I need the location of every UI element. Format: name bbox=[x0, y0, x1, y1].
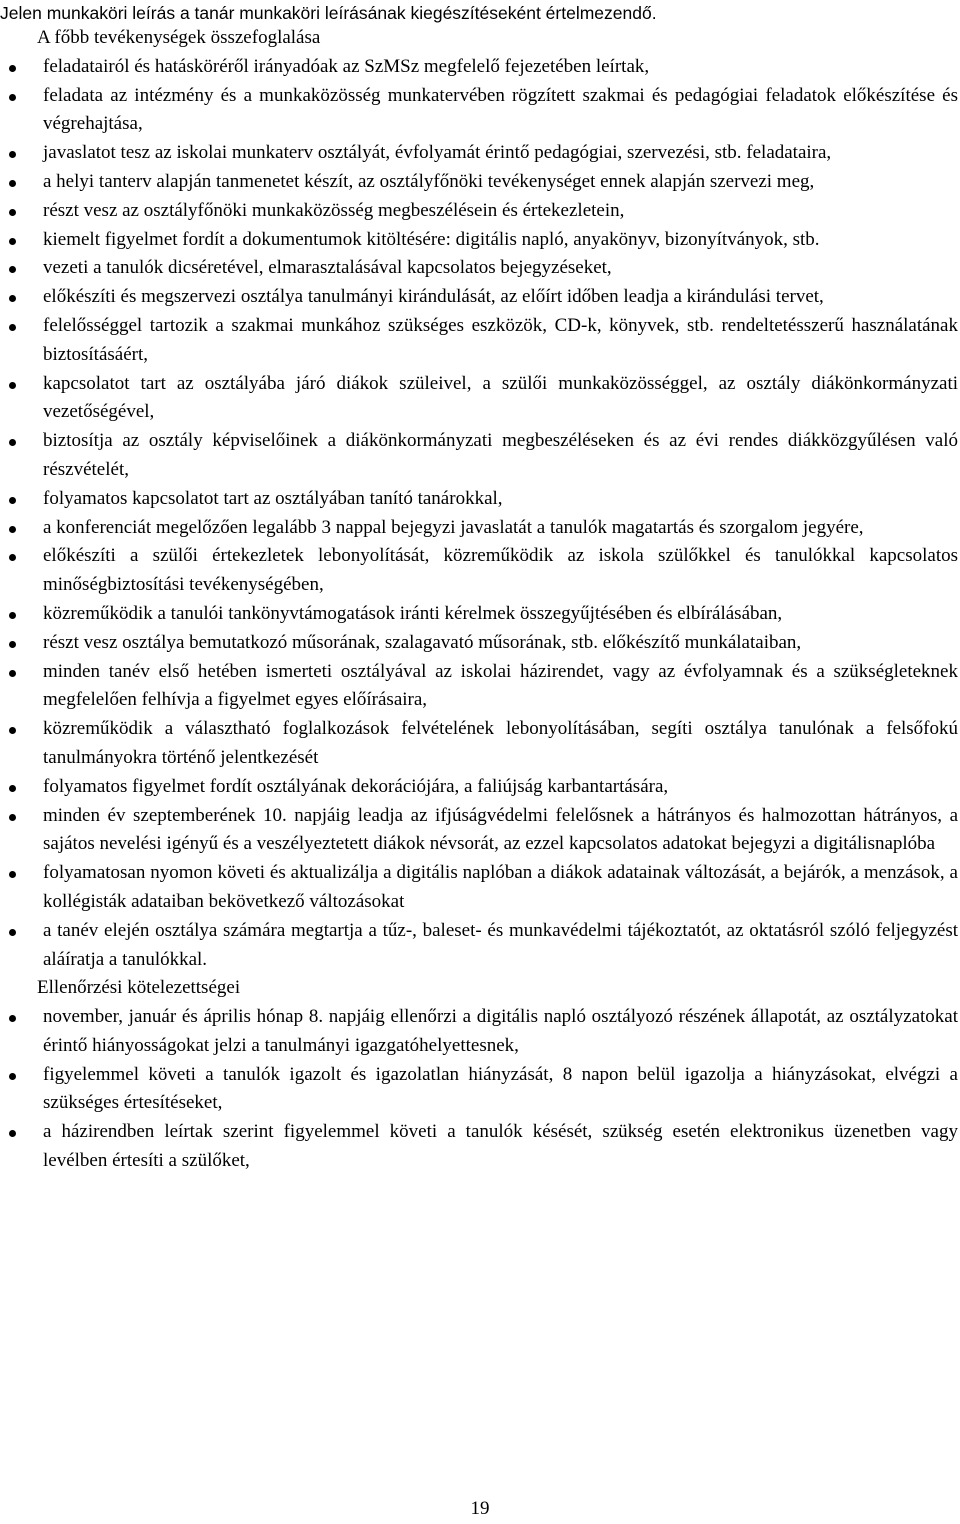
list-item-text: folyamatos kapcsolatot tart az osztályában tanító tanárokkal, bbox=[43, 487, 503, 509]
bullet-icon bbox=[9, 324, 16, 331]
list-item-text: a konferenciát megelőzően legalább 3 nappal bejegyzi javaslatát a tanulók magatartás és szorgalom jegyére, bbox=[43, 516, 864, 538]
list-item-text: a házirendben leírtak szerint figyelemmel követi a tanulók késését, szükség esetén elektronikus üzenetben vagy levélben értesíti a szülőket, bbox=[43, 1121, 958, 1172]
list-item-text: javaslatot tesz az iskolai munkaterv osztályát, évfolyamát érintő pedagógiai, szervezési, stb. feladataira, bbox=[43, 142, 832, 164]
list-item-text: minden év szeptemberének 10. napjáig leadja az ifjúságvédelmi felelősnek a hátrányos és halmozottan hátrányos, a sajátos nevelési igényű és a veszélyeztetett diákok névsorát, az ezzel kapcsolatos adatokat bejegyzi a digitálisnaplóba bbox=[43, 804, 958, 855]
list-item-text: november, január és április hónap 8. napjáig ellenőrzi a digitális napló osztályozó részének állapotát, az osztályzatokat érintő hiányosságokat jelzi a tanulmányi igazgatóhelyettesnek, bbox=[43, 1006, 958, 1056]
list-item bbox=[0, 197, 960, 226]
bullet-icon bbox=[9, 151, 16, 158]
list-item-text: kiemelt figyelmet fordít a dokumentumok kitöltésére: digitális napló, anyakönyv, bizonyítványok, stb. bbox=[43, 228, 820, 250]
list-item bbox=[0, 485, 960, 514]
list-item bbox=[0, 542, 960, 600]
document-body bbox=[0, 24, 960, 1176]
list-item-text: részt vesz az osztályfőnöki munkaközösség megbeszélésein és értekezletein, bbox=[43, 199, 625, 221]
bullet-icon bbox=[9, 382, 16, 389]
bullet-icon bbox=[9, 65, 16, 72]
bullet-icon bbox=[9, 526, 16, 533]
bullet-icon bbox=[9, 612, 16, 619]
bullet-icon bbox=[9, 1073, 16, 1080]
list-item bbox=[0, 427, 960, 485]
list-item bbox=[0, 629, 960, 658]
list-item-text: biztosítja az osztály képviselőinek a diákönkormányzati megbeszéléseken és az évi rendes diákközgyűlésen való részvételét, bbox=[43, 430, 958, 480]
list-item-text: feladatairól és hatásköréről irányadóak az SzMSz megfelelő fejezetében leírtak, bbox=[43, 55, 650, 77]
list-item bbox=[0, 802, 960, 860]
bullet-icon bbox=[9, 266, 16, 273]
list-item bbox=[0, 658, 960, 716]
list-item-text: figyelemmel követi a tanulók igazolt és igazolatlan hiányzását, 8 napon belül igazolja a hiányzásokat, elvégzi a szükséges értesítéseket, bbox=[43, 1063, 958, 1114]
list-item-text: folyamatosan nyomon követi és aktualizálja a digitális naplóban a diákok adatainak változását, a bejárók, a menzások, a kollégisták adataiban bekövetkező változásokat bbox=[43, 862, 958, 912]
list-item-text: folyamatos figyelmet fordít osztályának dekorációjára, a faliújság karbantartására, bbox=[43, 775, 669, 797]
bullet-icon bbox=[9, 295, 16, 302]
list-item-text: minden tanév első hetében ismerteti osztályával az iskolai házirendet, vagy az évfolyamnak és a szükségleteknek megfelelően felhívja a figyelmet egyes előírásaira, bbox=[43, 660, 958, 711]
list-item bbox=[0, 1061, 960, 1119]
list-item-text: kapcsolatot tart az osztályába járó diákok szüleivel, a szülői munkaközösséggel, az osztály diákönkormányzati vezetőségével, bbox=[43, 372, 958, 423]
list-item bbox=[0, 514, 960, 543]
list-item-text: a helyi tanterv alapján tanmenetet készít, az osztályfőnöki tevékenységet ennek alapján szervezi meg, bbox=[43, 170, 815, 192]
intro-line: Jelen munkaköri leírás a tanár munkaköri leírásának kiegészítéseként értelmezendő. bbox=[0, 3, 657, 23]
section-heading-activities: A főbb tevékenységek összefoglalása bbox=[37, 27, 321, 48]
activities-list bbox=[0, 53, 960, 975]
inspection-duties-list bbox=[0, 1003, 960, 1176]
list-item bbox=[0, 917, 960, 975]
list-item bbox=[0, 600, 960, 629]
section-heading-inspection: Ellenőrzési kötelezettségei bbox=[37, 977, 241, 999]
bullet-icon bbox=[9, 180, 16, 187]
bullet-icon bbox=[9, 785, 16, 792]
list-item bbox=[0, 53, 960, 82]
bullet-icon bbox=[9, 497, 16, 504]
list-item-text: részt vesz osztálya bemutatkozó műsorának, szalagavató műsorának, stb. előkészítő munkálataiban, bbox=[43, 631, 802, 653]
bullet-icon bbox=[9, 871, 16, 878]
list-item bbox=[0, 312, 960, 370]
bullet-icon bbox=[9, 209, 16, 216]
bullet-icon bbox=[9, 727, 16, 734]
list-item-text: feladata az intézmény és a munkaközösség munkatervében rögzített szakmai és pedagógiai feladatok előkészítése és végrehajtása, bbox=[43, 84, 958, 135]
bullet-icon bbox=[9, 814, 16, 821]
list-item-text: vezeti a tanulók dicséretével, elmarasztalásával kapcsolatos bejegyzéseket, bbox=[43, 257, 612, 279]
list-item bbox=[0, 226, 960, 255]
list-item bbox=[0, 283, 960, 312]
list-item-text: előkészíti és megszervezi osztálya tanulmányi kirándulását, az előírt időben leadja a kirándulási tervet, bbox=[43, 286, 824, 308]
list-item-text: előkészíti a szülői értekezletek lebonyolítását, közreműködik az iskola szülőkkel és tanulókkal kapcsolatos minőségbiztosítási tevékenységében, bbox=[43, 545, 958, 596]
list-item bbox=[0, 168, 960, 197]
list-item bbox=[0, 139, 960, 168]
bullet-icon bbox=[9, 641, 16, 648]
bullet-icon bbox=[9, 439, 16, 446]
list-item bbox=[0, 859, 960, 917]
bullet-icon bbox=[9, 1015, 16, 1022]
list-item-text: közreműködik a tanulói tankönyvtámogatások iránti kérelmek összegyűjtésében és elbírálásában, bbox=[43, 602, 783, 624]
list-item bbox=[0, 1003, 960, 1061]
page-number: 19 bbox=[470, 1498, 490, 1519]
bullet-icon bbox=[9, 929, 16, 936]
list-item bbox=[0, 254, 960, 283]
list-item-text: felelősséggel tartozik a szakmai munkához szükséges eszközök, CD-k, könyvek, stb. rendeltetésszerű használatának biztosításáért, bbox=[43, 314, 958, 365]
list-item bbox=[0, 715, 960, 773]
bullet-icon bbox=[9, 1130, 16, 1137]
list-item bbox=[0, 370, 960, 428]
list-item bbox=[0, 773, 960, 802]
list-item-text: közreműködik a választható foglalkozások felvételének lebonyolításában, segíti osztálya tanulónak a felsőfokú tanulmányokra történő jelentkezését bbox=[43, 718, 958, 768]
list-item bbox=[0, 1118, 960, 1176]
bullet-icon bbox=[9, 94, 16, 101]
bullet-icon bbox=[9, 670, 16, 677]
list-item bbox=[0, 82, 960, 140]
bullet-icon bbox=[9, 238, 16, 245]
list-item-text: a tanév elején osztálya számára megtartja a tűz-, baleset- és munkavédelmi tájékoztatót, az oktatásról szóló feljegyzést aláíratja a tanulókkal. bbox=[43, 919, 958, 970]
bullet-icon bbox=[9, 554, 16, 561]
